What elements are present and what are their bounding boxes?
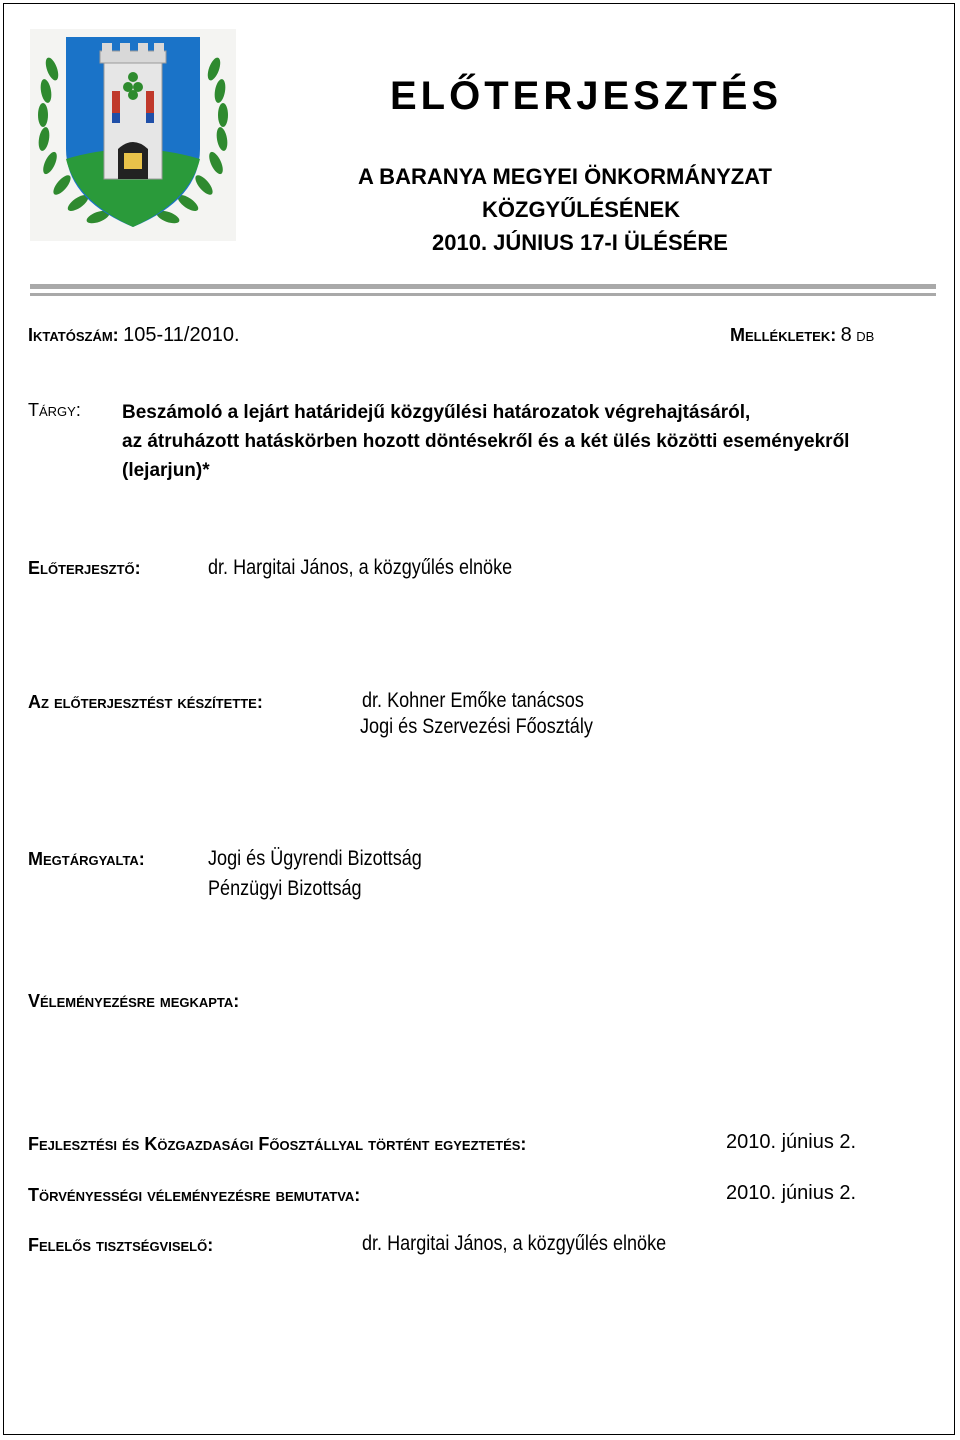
subject-line: Beszámoló a lejárt határidejű közgyűlési határozatok végrehajtásáról, xyxy=(122,402,751,423)
subject-label: Tárgy: xyxy=(28,400,81,420)
opinion-label: Véleményezésre megkapta: xyxy=(28,991,240,1011)
document-title: ELŐTERJESZTÉS xyxy=(390,74,783,118)
prepared-by-department: Jogi és Szervezési Főosztály xyxy=(360,715,593,738)
presenter-name: dr. Hargitai János, a közgyűlés elnöke xyxy=(208,556,513,579)
coat-of-arms-logo xyxy=(30,29,236,241)
responsible-name: dr. Hargitai János, a közgyűlés elnöke xyxy=(362,1232,667,1255)
subject-line: az átruházott hatáskörben hozott döntésekről és a két ülés közötti eseményekről xyxy=(122,431,850,452)
header-session-date: 2010. JÚNIUS 17-I ÜLÉSÉRE xyxy=(432,230,728,255)
legal-review-date: 2010. június 2. xyxy=(726,1182,857,1204)
committee-finance: Pénzügyi Bizottság xyxy=(208,877,362,900)
header-assembly: KÖZGYŰLÉSÉNEK xyxy=(482,197,681,222)
document-page xyxy=(3,3,955,1435)
attachments-label: Mellékletek: xyxy=(730,325,837,345)
header-divider-bottom xyxy=(30,293,936,296)
legal-review-label: Törvényességi véleményezésre bemutatva: xyxy=(28,1185,361,1205)
filing-number-label: Iktatószám: xyxy=(28,325,119,345)
subject-line: (lejarjun)* xyxy=(122,460,210,481)
prepared-by-name: dr. Kohner Emőke tanácsos xyxy=(362,689,584,712)
header-authority: A BARANYA MEGYEI ÖNKORMÁNYZAT xyxy=(358,164,772,189)
prepared-by-label: Az előterjesztést készítette: xyxy=(28,692,263,712)
coordination-date: 2010. június 2. xyxy=(726,1131,857,1153)
subject-text xyxy=(122,398,902,485)
header-divider-top xyxy=(30,284,936,289)
attachments-unit: db xyxy=(856,325,875,345)
presenter-label: Előterjesztő: xyxy=(28,558,141,578)
committee-legal: Jogi és Ügyrendi Bizottság xyxy=(208,847,422,870)
filing-number-row xyxy=(28,324,240,347)
filing-number-value: 105-11/2010. xyxy=(123,324,240,346)
attachments-count: 8 xyxy=(840,324,852,346)
attachments-row xyxy=(730,324,874,347)
responsible-label: Felelős tisztségviselő: xyxy=(28,1235,214,1255)
coordination-label: Fejlesztési és Közgazdasági Főosztállyal történt egyeztetés: xyxy=(28,1134,527,1154)
discussed-by-label: Megtárgyalta: xyxy=(28,849,145,869)
